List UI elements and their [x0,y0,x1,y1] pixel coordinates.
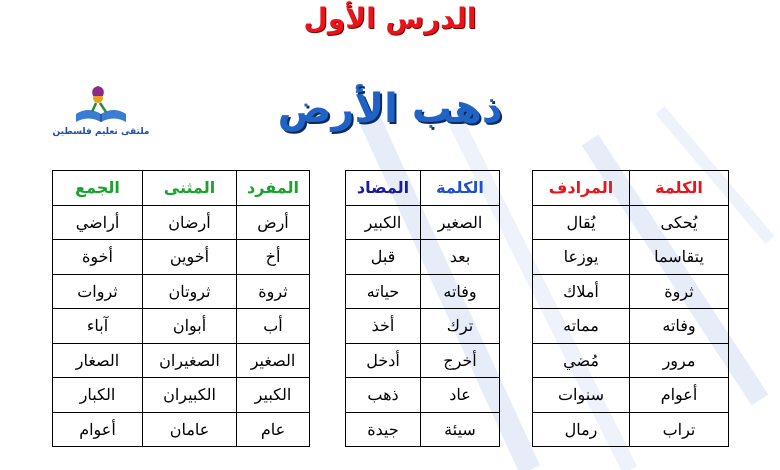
table-row [53,378,310,413]
table-row [346,412,500,447]
table-cell: أخوين [143,240,237,275]
table-cell: وفاته [630,309,729,344]
header-singular: المفرد [237,171,310,206]
table-row [533,205,729,240]
synonyms-table [532,170,729,447]
table-row [533,378,729,413]
table-cell: جيدة [346,412,421,447]
main-title: ذهب الأرض [277,86,503,132]
table-cell: عاد [421,378,500,413]
table-cell: عام [237,412,310,447]
table-cell: حياته [346,274,421,309]
table-row [533,343,729,378]
table-cell: أب [237,309,310,344]
site-logo [46,84,156,146]
table-cell: ثروات [53,274,143,309]
table-cell: أخرج [421,343,500,378]
table-cell: عامان [143,412,237,447]
table-row [533,240,729,275]
table-cell: أرض [237,205,310,240]
antonyms-table [345,170,500,447]
table-row [346,240,500,275]
table-cell: تراب [630,412,729,447]
table-row [346,309,500,344]
table-cell: يُحكى [630,205,729,240]
table-cell: ثروة [630,274,729,309]
table-cell: أعوام [53,412,143,447]
table-cell: مماته [533,309,630,344]
table-cell: قبل [346,240,421,275]
table-cell: سيئة [421,412,500,447]
logo-caption: ملتقى تعليم فلسطين [52,127,150,137]
table-cell: أخوة [53,240,143,275]
header-plural: الجمع [53,171,143,206]
table-cell: آباء [53,309,143,344]
table-cell: بعد [421,240,500,275]
table-cell: الصغير [237,343,310,378]
table-row [53,309,310,344]
book-icon [46,84,156,126]
header-word: الكلمة [630,171,729,206]
table-row [53,343,310,378]
table-cell: مُضي [533,343,630,378]
table-cell: الكبيران [143,378,237,413]
plurals-table [52,170,310,447]
table-cell: مرور [630,343,729,378]
table-row [533,309,729,344]
table-cell: ذهب [346,378,421,413]
table-row [346,378,500,413]
table-cell: أعوام [630,378,729,413]
table-row [533,412,729,447]
header-antonym: المضاد [346,171,421,206]
table-cell: أدخل [346,343,421,378]
table-cell: ثروتان [143,274,237,309]
table-header-row [346,171,500,206]
header-word: الكلمة [421,171,500,206]
table-cell: أرضان [143,205,237,240]
table-row [533,274,729,309]
table-row [346,205,500,240]
table-cell: ثروة [237,274,310,309]
table-row [53,412,310,447]
table-cell: يتقاسما [630,240,729,275]
table-row [346,274,500,309]
table-header-row [53,171,310,206]
table-cell: وفاته [421,274,500,309]
table-cell: الكبار [53,378,143,413]
table-cell: يُقال [533,205,630,240]
table-cell: الكبير [237,378,310,413]
table-cell: رمال [533,412,630,447]
table-cell: الكبير [346,205,421,240]
table-cell: الصغيران [143,343,237,378]
table-cell: أبوان [143,309,237,344]
table-cell: سنوات [533,378,630,413]
table-cell: يوزعا [533,240,630,275]
table-cell: الصغار [53,343,143,378]
header-dual: المثنى [143,171,237,206]
lesson-title: الدرس الأول [303,2,477,35]
table-cell: الصغير [421,205,500,240]
header-synonym: المرادف [533,171,630,206]
table-cell: أملاك [533,274,630,309]
table-cell: أخذ [346,309,421,344]
table-cell: أراضي [53,205,143,240]
table-row [53,240,310,275]
table-row [53,205,310,240]
table-cell: ترك [421,309,500,344]
table-cell: أخ [237,240,310,275]
table-row [346,343,500,378]
table-row [53,274,310,309]
table-header-row [533,171,729,206]
